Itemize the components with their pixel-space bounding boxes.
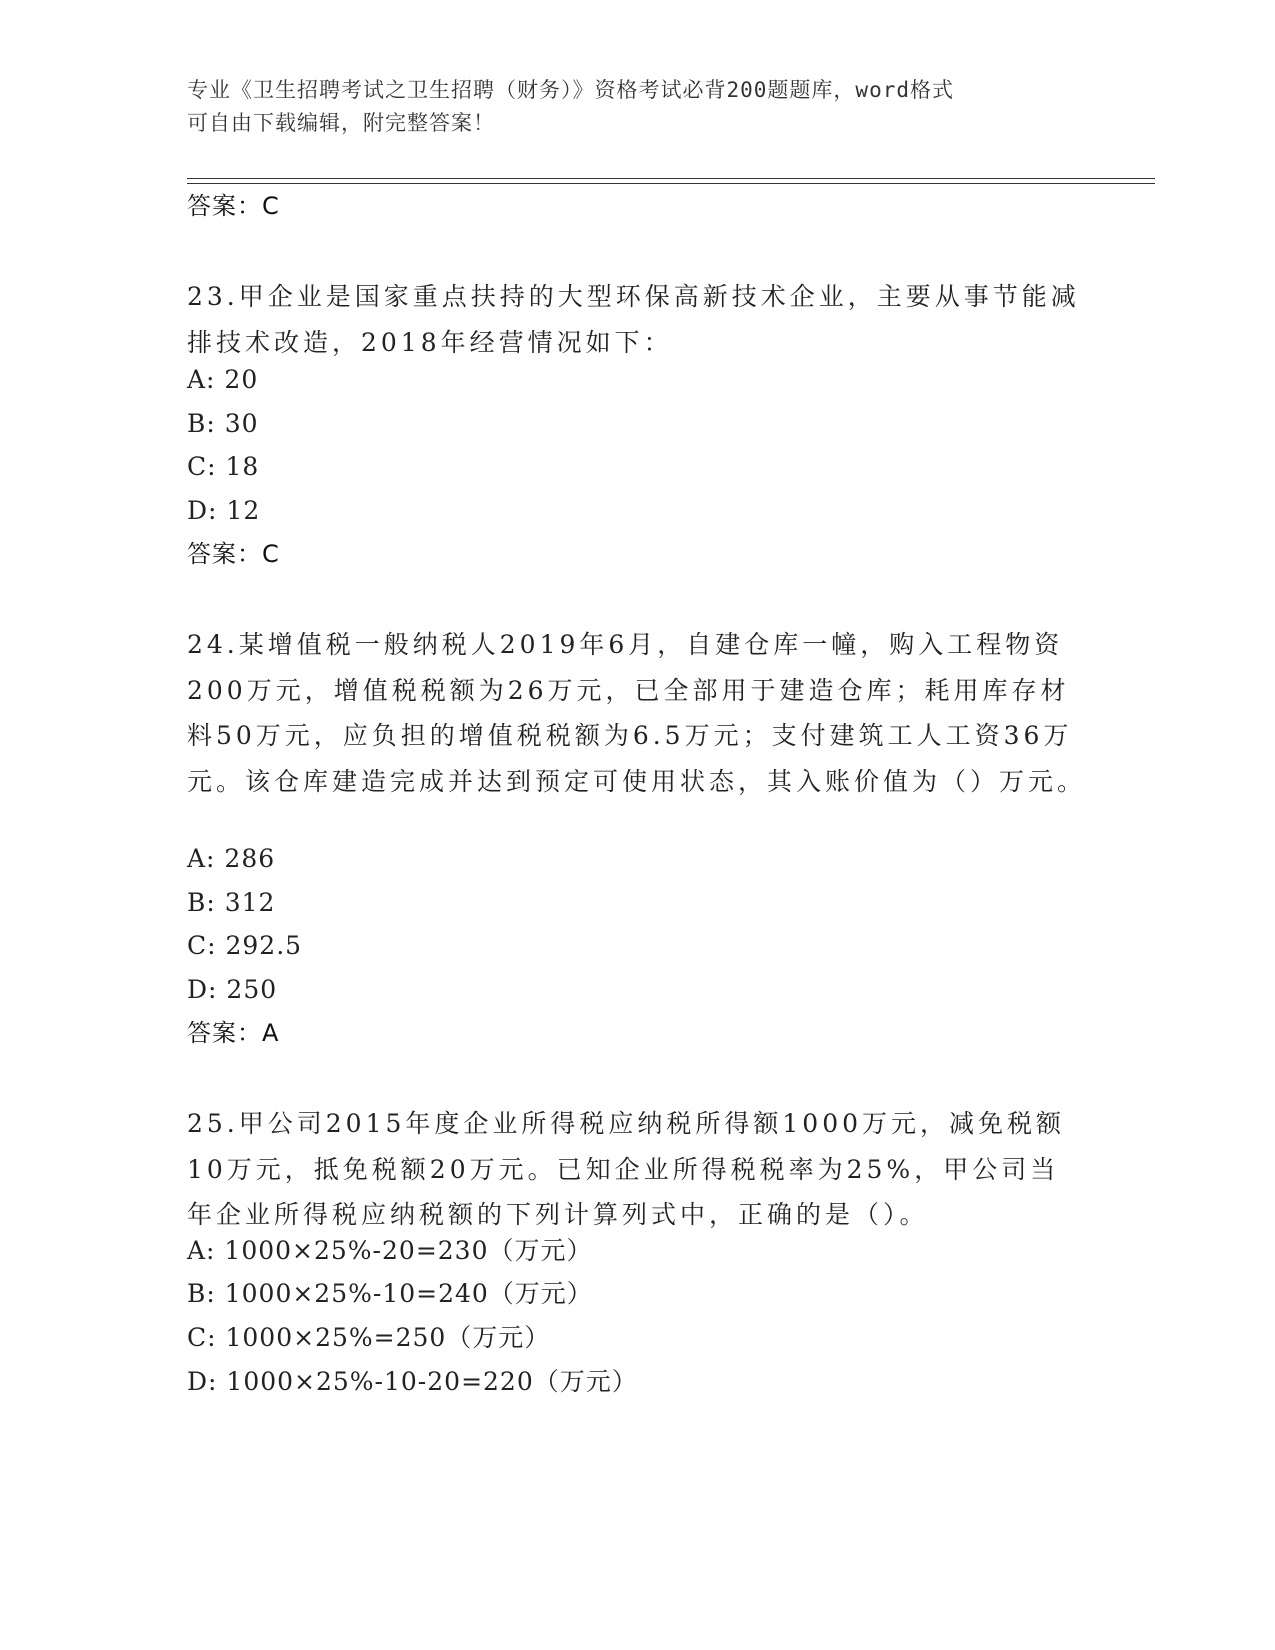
header-divider-bottom xyxy=(187,183,1155,184)
header-line-2: 可自由下载编辑，附完整答案！ xyxy=(187,111,495,135)
question-23-option-a: A: 20 xyxy=(187,365,259,394)
header-line-1: 专业《卫生招聘考试之卫生招聘（财务）》资格考试必背200题题库，word格式 xyxy=(187,78,954,102)
header-divider-top xyxy=(187,178,1155,179)
document-header xyxy=(187,74,1067,140)
question-25-option-d: D: 1000×25%-10-20=220（万元） xyxy=(187,1367,638,1396)
question-24-option-b: B: 312 xyxy=(187,888,276,917)
question-23-answer: 答案：C xyxy=(187,540,280,568)
question-24-option-a: A: 286 xyxy=(187,844,276,873)
question-25-option-a: A: 1000×25%-20=230（万元） xyxy=(187,1236,593,1265)
question-23-option-b: B: 30 xyxy=(187,409,259,438)
question-23-text: 23.甲企业是国家重点扶持的大型环保高新技术企业，主要从事节能减排技术改造，2018年经营情况如下： xyxy=(187,282,1080,357)
question-24-text: 24.某增值税一般纳税人2019年6月，自建仓库一幢，购入工程物资200万元，增值税税额为26万元，已全部用于建造仓库；耗用库存材料50万元，应负担的增值税税额为6.5万元；支付建筑工人工资36万元。该仓库建造完成并达到预定可使用状态，其入账价值为（）万元。 xyxy=(187,630,1087,796)
answer-line: 答案：C xyxy=(187,192,280,220)
question-25-option-b: B: 1000×25%-10=240（万元） xyxy=(187,1279,593,1308)
question-24-answer: 答案：A xyxy=(187,1019,280,1047)
question-23-option-d: D: 12 xyxy=(187,496,261,525)
question-25-text: 25.甲公司2015年度企业所得税应纳税所得额1000万元，减免税额10万元，抵免税额20万元。已知企业所得税税率为25%，甲公司当年企业所得税应纳税额的下列计算列式中，正确的是（）。 xyxy=(187,1109,1066,1229)
question-24-option-c: C: 292.5 xyxy=(187,931,303,960)
question-23-option-c: C: 18 xyxy=(187,452,260,481)
question-24-option-d: D: 250 xyxy=(187,975,278,1004)
question-25-option-c: C: 1000×25%=250（万元） xyxy=(187,1323,551,1352)
